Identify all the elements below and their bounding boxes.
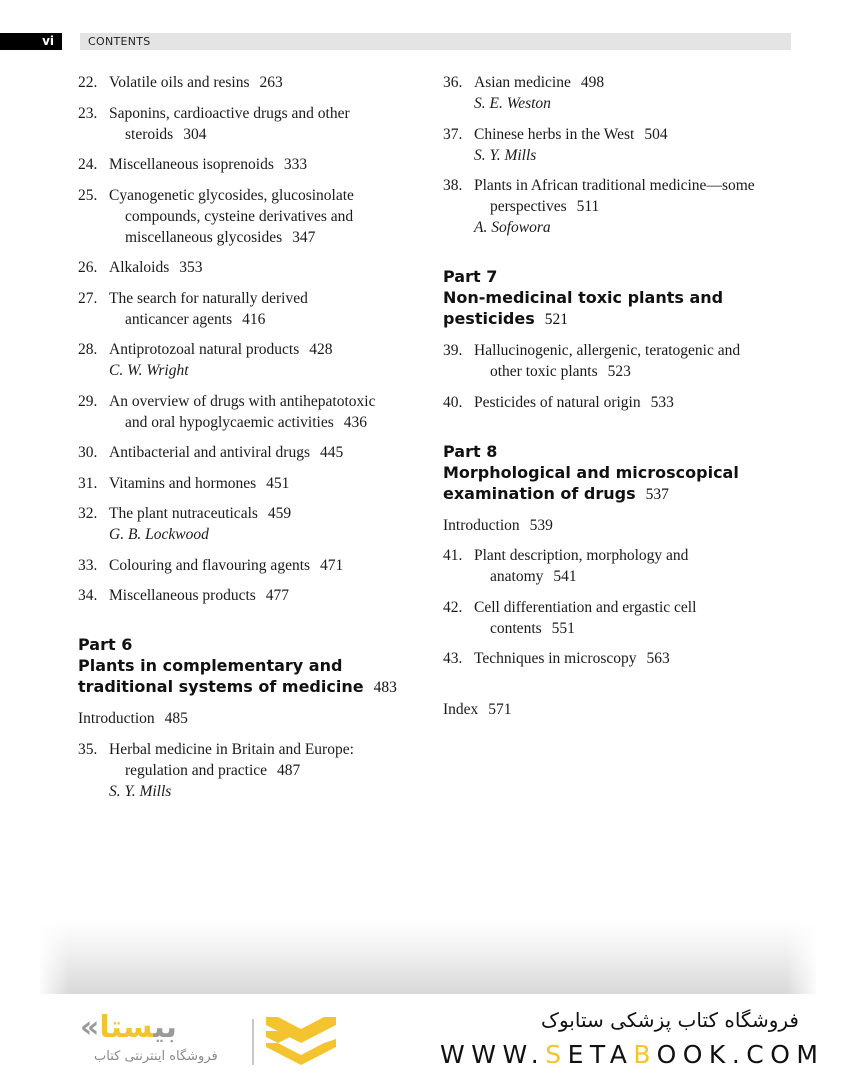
toc-entry[interactable] [443, 597, 793, 639]
toc-entry[interactable] [443, 545, 793, 587]
toc-entry[interactable] [78, 185, 428, 248]
toc-entry[interactable] [443, 340, 793, 382]
page-ref: 498 [580, 74, 605, 91]
toc-introduction[interactable]: Introduction 485 [78, 710, 188, 727]
toc-index[interactable]: Index 571 [443, 701, 512, 718]
chapter-title: The plant nutraceuticals 459 [109, 505, 292, 522]
running-head-bar [80, 33, 791, 50]
chapter-title: Pesticides of natural origin 533 [474, 393, 674, 411]
chapter-author: G. B. Lockwood [109, 526, 209, 543]
chapter-title: An overview of drugs with antihepatotoxic and oral hypoglycaemic activities 436 [109, 392, 376, 431]
chapter-number: 23. [78, 104, 98, 122]
page-shadow [40, 920, 816, 994]
toc-entry[interactable] [443, 72, 793, 114]
chapter-title: Plants in African traditional medicine—some perspectives 511 [474, 177, 755, 215]
chapter-title: Cell differentiation and ergastic cell contents 551 [474, 598, 697, 637]
toc-entry[interactable] [78, 585, 428, 606]
page-ref: 563 [646, 650, 670, 667]
store-url[interactable]: WWW.SETABOOK.COM [440, 1040, 825, 1069]
chapter-number: 33. [78, 556, 98, 574]
chapter-number: 27. [78, 289, 98, 307]
chapter-number: 26. [78, 259, 98, 276]
part-6-heading [78, 634, 428, 698]
toc-entry[interactable] [78, 288, 428, 330]
chapter-number: 30. [78, 444, 98, 461]
page-header [0, 33, 857, 50]
page-ref: 523 [607, 363, 631, 380]
chapter-title: Miscellaneous products 477 [109, 587, 290, 604]
toc-entry[interactable] [443, 124, 793, 166]
toc-entry[interactable] [443, 175, 793, 238]
page-ref: 511 [576, 198, 600, 215]
chapter-title: Hallucinogenic, allergenic, teratogenic and other toxic plants 523 [474, 342, 741, 380]
part-label: Part 7 [443, 267, 498, 286]
part-title: traditional systems of medicine 483 [78, 677, 397, 696]
chapter-number: 31. [78, 474, 98, 492]
chapter-number: 35. [78, 740, 98, 758]
toc-entry[interactable] [78, 72, 428, 93]
chapter-title: Miscellaneous isoprenoids 333 [109, 156, 308, 173]
toc-introduction[interactable]: Introduction 539 [443, 516, 553, 534]
page-ref: 347 [292, 228, 316, 246]
watermark-footer [0, 994, 857, 1080]
chapter-author: A. Sofowora [474, 219, 551, 236]
toc-entry[interactable] [443, 648, 793, 669]
toc-entry[interactable] [78, 103, 428, 145]
page-ref: 353 [179, 259, 203, 276]
chapter-title: The search for naturally derived anticancer agents 416 [109, 289, 308, 328]
folio-box [0, 33, 62, 50]
chapter-number: 36. [443, 74, 463, 91]
toc-entry[interactable] [78, 154, 428, 175]
running-head: CONTENTS [88, 35, 151, 48]
chapter-number: 42. [443, 598, 463, 616]
page-ref: 304 [183, 125, 207, 143]
part-8-heading [443, 441, 793, 505]
part-7-heading [443, 266, 793, 330]
part-title: examination of drugs 537 [443, 483, 669, 503]
chapter-number: 25. [78, 186, 98, 204]
page-ref: 428 [309, 341, 333, 358]
chapter-author: S. Y. Mills [109, 782, 172, 800]
toc-entry[interactable] [78, 442, 428, 463]
chapter-title: Antibacterial and antiviral drugs 445 [109, 444, 344, 461]
page-ref: 416 [242, 310, 266, 328]
page-ref: 504 [644, 125, 668, 143]
toc-entry[interactable] [78, 555, 428, 576]
page-ref: 445 [320, 444, 344, 461]
chapter-number: 40. [443, 393, 463, 411]
chapter-author: C. W. Wright [109, 362, 189, 379]
toc-entry[interactable] [78, 257, 428, 278]
page-ref: 436 [343, 413, 367, 431]
part-page: 537 [645, 485, 669, 503]
logo-wordmark: «بیستا [80, 1010, 177, 1045]
part-title: Plants in complementary and [78, 656, 343, 675]
toc-entry[interactable] [78, 739, 428, 802]
toc-left-column [78, 72, 428, 811]
chevron-logo-icon [264, 1013, 338, 1071]
chapter-title: Cyanogenetic glycosides, glucosinolate compounds, cysteine derivatives and miscellaneous glycosides 347 [109, 186, 354, 246]
chapter-title: Volatile oils and resins 263 [109, 74, 283, 91]
chapter-title: Plant description, morphology and anatomy 541 [474, 547, 689, 585]
chapter-title: Techniques in microscopy 563 [474, 650, 670, 667]
page-ref: 541 [553, 568, 577, 585]
chapter-number: 38. [443, 177, 463, 194]
chapter-number: 43. [443, 650, 463, 667]
part-page: 483 [373, 679, 397, 696]
part-title: Non-medicinal toxic plants and [443, 288, 724, 307]
logo-subtitle: فروشگاه اینترنتی کتاب [94, 1049, 218, 1064]
logo-divider [252, 1019, 254, 1065]
toc-right-column [443, 72, 793, 730]
toc-entry[interactable] [78, 391, 428, 433]
toc-entry[interactable] [443, 392, 793, 413]
chapter-number: 28. [78, 341, 98, 358]
page-number: vi [42, 34, 54, 48]
page-ref: 451 [266, 474, 290, 492]
page-ref: 263 [259, 74, 283, 91]
chapter-title: Chinese herbs in the West 504 [474, 125, 668, 143]
chapter-number: 37. [443, 125, 463, 143]
chapter-title: Vitamins and hormones 451 [109, 474, 290, 492]
chapter-title: Alkaloids 353 [109, 259, 203, 276]
page-ref: 487 [277, 761, 301, 779]
page-ref: 533 [650, 393, 674, 411]
chapter-number: 34. [78, 587, 98, 604]
part-page: 521 [544, 311, 569, 328]
chapter-author: S. E. Weston [474, 95, 551, 112]
part-title: pesticides 521 [443, 309, 569, 328]
chapter-title: Herbal medicine in Britain and Europe: regulation and practice 487 [109, 740, 354, 779]
chapter-number: 29. [78, 392, 98, 410]
toc-entry[interactable] [78, 339, 428, 381]
setabook-logo [80, 1009, 340, 1071]
chapter-title: Saponins, cardioactive drugs and other steroids 304 [109, 104, 350, 143]
part-label: Part 8 [443, 441, 498, 461]
chapter-number: 41. [443, 547, 463, 564]
page-ref: 551 [551, 619, 575, 637]
toc-entry[interactable] [78, 473, 428, 494]
page-ref: 471 [320, 556, 344, 574]
toc-entry[interactable] [78, 503, 428, 545]
chapter-number: 32. [78, 505, 98, 522]
page-ref: 459 [267, 505, 292, 522]
chapter-number: 39. [443, 342, 463, 359]
chapter-title: Antiprotozoal natural products 428 [109, 341, 333, 358]
part-label: Part 6 [78, 635, 133, 654]
chapter-author: S. Y. Mills [474, 146, 537, 164]
store-name: فروشگاه کتاب پزشکی ستابوک [541, 1008, 799, 1032]
chapter-title: Colouring and flavouring agents 471 [109, 556, 344, 574]
chapter-title: Asian medicine 498 [474, 74, 605, 91]
part-title: Morphological and microscopical [443, 462, 739, 482]
page-ref: 477 [265, 587, 290, 604]
chapter-number: 24. [78, 156, 98, 173]
chapter-number: 22. [78, 74, 98, 91]
page-ref: 333 [283, 156, 308, 173]
